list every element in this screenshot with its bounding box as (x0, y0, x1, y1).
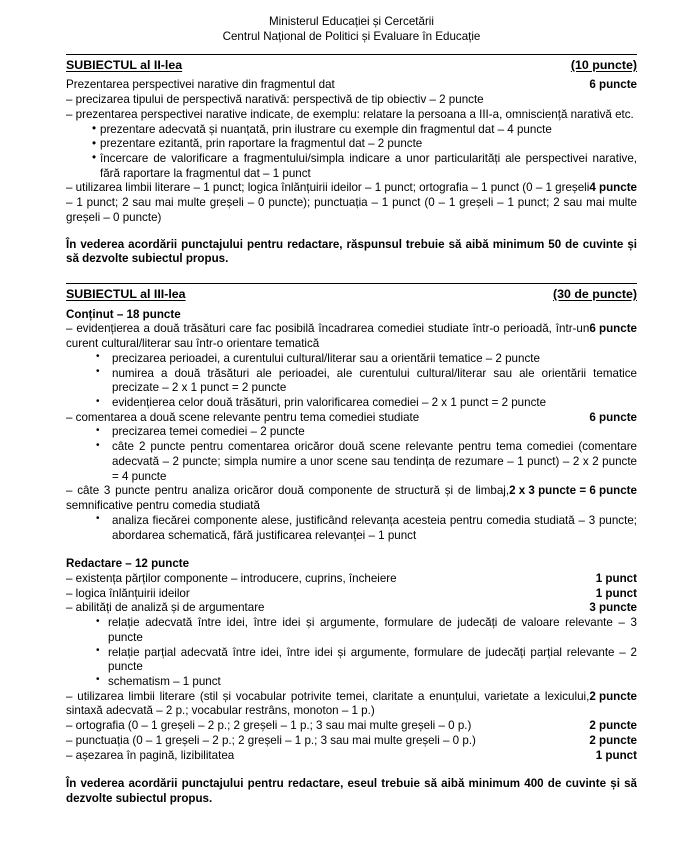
subiect3-item2-points: 6 puncte (589, 410, 637, 424)
subiect3-item1-bullets (66, 352, 637, 411)
redactare-row-text: – logica înlănțuirii ideilor (66, 586, 190, 600)
redactare-row-points: 1 punct (595, 571, 637, 585)
subiect3-item3-paragraph (66, 484, 637, 513)
redactare-row-points: 2 puncte (589, 719, 637, 733)
redactare-row-text: – existența părților componente – introducere, cuprins, încheiere (66, 571, 397, 585)
redactare-row (66, 749, 637, 764)
redactare-row-points: 2 puncte (589, 733, 637, 747)
section-header-subiect-2 (66, 54, 637, 74)
subiect3-item3-points: 2 x 3 puncte = 6 puncte (509, 484, 637, 498)
list-item: • precizarea perioadei, a curentului cultural/literar sau a orientării tematice – 2 puncte (66, 352, 637, 367)
subiect3-item1-text: – evidențierea a două trăsături care fac posibilă încadrarea comediei studiate într-o perioadă, într-un curent cultural/literar sau într-o orientare tematică (66, 322, 590, 351)
list-item: • analiza fiecărei componente alese, justificând relevanța acesteia pentru comedia studiată – 3 puncte; abordarea schematică, fără justificarea relevanței – 1 punct (66, 514, 637, 543)
redactare-heading: Redactare – 12 puncte (66, 557, 190, 571)
list-item: • precizarea temei comediei – 2 puncte (66, 425, 637, 440)
redactare-limba-points: 2 puncte (589, 689, 637, 703)
redactare-row-points: 1 punct (595, 748, 637, 762)
list-item: • relație adecvată între idei, între idei și argumente, formulare de judecăți de valoare relevante – 3 puncte (66, 616, 637, 645)
list-item: • schematism – 1 punct (66, 675, 637, 690)
redactare-row-text: – ortografia (0 – 1 greșeli – 2 p.; 2 greșeli – 1 p.; 3 sau mai multe greșeli – 0 p.) (66, 719, 472, 733)
continut-heading: Conținut – 18 puncte (66, 307, 181, 321)
redactare-row (66, 572, 637, 587)
redactare-row-text: – așezarea în pagină, lizibilitatea (66, 748, 235, 762)
subiect2-intro-points: 6 puncte (589, 78, 637, 92)
redactare-row (66, 734, 637, 749)
section-title: SUBIECTUL al II-lea (66, 57, 183, 72)
redactare-row-points: 3 puncte (589, 601, 637, 615)
ministry-line: Ministerul Educației și Cercetării (269, 15, 434, 28)
list-item: • prezentare adecvată și nuanțată, prin ilustrare cu exemple din fragmentul dat – 4 puncte (66, 123, 637, 138)
list-item: • încercare de valorificare a fragmentului/simpla indicare a unor particularități ale perspectivei narative, fără raportare la fragmentul dat – 1 punct (66, 152, 637, 181)
redactare-row (66, 719, 637, 734)
subiect2-limba-text: – utilizarea limbii literare – 1 punct; logica înlănțuirii ideilor – 1 punct; ortografia – 1 punct (0 – 1 greșeli – 1 punct; 2 sau mai multe greșeli – 0 puncte); punctuația – 1 punct (0 – 1 greșeli – 1 punct; 2 sau mai multe greșeli – 0 puncte) (66, 181, 637, 224)
subiect3-item2-text: – comentarea a două scene relevante pentru tema comediei studiate (66, 410, 420, 424)
subiect2-intro-text: Prezentarea perspectivei narative din fragmentul dat (66, 78, 335, 92)
redactare-row (66, 587, 637, 602)
list-item: • evidențierea celor două trăsături, prin valorificarea comediei – 2 x 1 punct = 2 puncte (66, 396, 637, 411)
subiect2-dash-1: – precizarea tipului de perspectivă narativă: perspectivă de tip obiectiv – 2 puncte (66, 93, 484, 107)
subiect2-limba-paragraph (66, 181, 637, 225)
subiect2-bullet-list (66, 123, 637, 182)
list-item: • câte 2 puncte pentru comentarea oricăror două scene relevante pentru tema comediei (comentare adecvată – 2 puncte; simpla numire a unor scene sau tendința de rezumare – 1 punct) – 2 x 2 puncte = 4 puncte (66, 440, 637, 484)
section-title: SUBIECTUL al III-lea (66, 286, 186, 301)
redactare-row (66, 601, 637, 616)
subiect3-item2-row (66, 411, 637, 426)
redactare-bullets (66, 616, 637, 690)
redactare-limba-paragraph (66, 690, 637, 719)
section-points: (10 puncte) (570, 57, 637, 72)
masthead (66, 14, 637, 45)
subiect3-item3-bullets (66, 514, 637, 543)
section-header-subiect-3 (66, 283, 637, 303)
center-line: Centrul Național de Politici și Evaluare în Educație (222, 30, 481, 44)
list-item: • numirea a două trăsături ale perioadei, ale curentului cultural/literar sau ale orientării tematice precizate – 2 x 1 punct = 2 puncte (66, 367, 637, 396)
list-item: • relație parțial adecvată între idei, între idei și argumente, formulare de judecăți parțial relevante – 2 puncte (66, 646, 637, 675)
subiect3-item1-paragraph (66, 322, 637, 351)
list-item: • prezentare ezitantă, prin raportare la fragmentul dat – 2 puncte (66, 137, 637, 152)
section-points: (30 de puncte) (553, 286, 637, 301)
redactare-row-text: – punctuația (0 – 1 greșeli – 2 p.; 2 greșeli – 1 p.; 3 sau mai multe greșeli – 0 p.) (66, 733, 476, 747)
subiect2-intro-row (66, 78, 637, 93)
subiect3-note: În vederea acordării punctajului pentru redactare, eseul trebuie să aibă minimum 400 de cuvinte și să dezvolte subiectul propus. (66, 777, 637, 805)
subiect3-item3-text: – câte 3 puncte pentru analiza oricăror două componente de structură și de limbaj, semnificative pentru comedia studiată (66, 484, 510, 513)
redactare-row-text: – abilități de analiză și de argumentare (66, 601, 265, 615)
subiect2-dash-2: – prezentarea perspectivei narative indicate, de exemplu: relatare la persoana a III-a, omnisciență narativă etc. (66, 107, 634, 121)
redactare-row-points: 1 punct (595, 586, 637, 600)
subiect2-note: În vederea acordării punctajului pentru redactare, răspunsul trebuie să aibă minimum 50 de cuvinte și să dezvolte subiectul propus. (66, 237, 637, 266)
redactare-limba-text: – utilizarea limbii literare (stil și vocabular potrivite temei, claritate a enunțului, varietate a lexicului, sintaxă adecvată – 2 p.; vocabular restrâns, monoton – 1 p.) (66, 689, 590, 718)
subiect3-item1-points: 6 puncte (589, 322, 637, 336)
subiect3-item2-bullets (66, 425, 637, 484)
subiect2-limba-points: 4 puncte (589, 181, 637, 195)
